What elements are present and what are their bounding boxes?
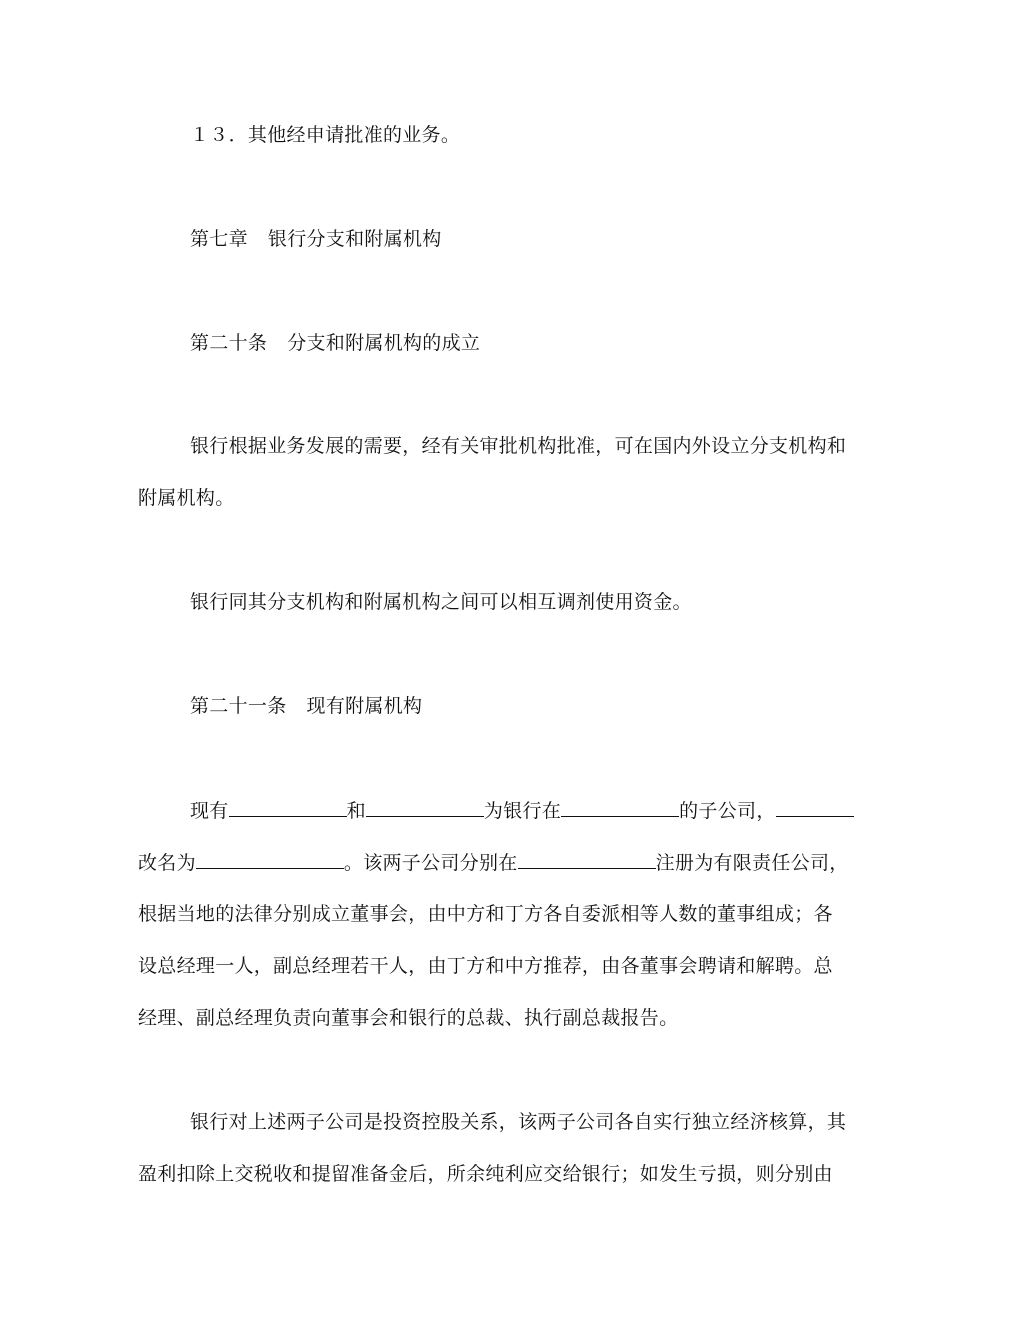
article-20-title: 分支和附属机构的成立 — [287, 332, 481, 354]
article-21-number: 第二十一条 — [190, 695, 287, 717]
article-21-title: 现有附属机构 — [306, 695, 423, 717]
article-20-heading — [190, 331, 950, 355]
blank-field-1 — [229, 798, 347, 817]
paragraph-3-line-3: 根据当地的法律分别成立董事会，由中方和丁方各自委派相等人数的董事组成；各 — [138, 903, 833, 925]
text-registered-in: 。该两子公司分别在 — [343, 852, 518, 874]
blank-field-4 — [776, 798, 854, 817]
text-subsidiary: 的子公司， — [679, 800, 776, 822]
paragraph-3-line-4: 设总经理一人，副总经理若干人，由丁方和中方推荐，由各董事会聘请和解聘。总 — [138, 955, 833, 977]
blank-field-2 — [366, 798, 484, 817]
paragraph-4-line-2: 盈利扣除上交税收和提留准备金后，所余纯利应交给银行；如发生亏损，则分别由 — [138, 1163, 833, 1185]
text-existing: 现有 — [190, 800, 229, 822]
article-21-heading — [190, 694, 950, 718]
chapter-heading — [190, 227, 950, 251]
paragraph-2: 银行同其分支机构和附属机构之间可以相互调剂使用资金。 — [190, 591, 692, 613]
paragraph-3-line-2 — [138, 850, 898, 875]
text-and: 和 — [346, 800, 366, 822]
text-renamed: 改名为 — [138, 852, 196, 874]
paragraph-3-line-1 — [190, 798, 950, 823]
text-llc: 注册为有限责任公司， — [655, 852, 849, 874]
chapter-title: 银行分支和附属机构 — [267, 228, 442, 250]
paragraph-1-line-1: 银行根据业务发展的需要，经有关审批机构批准，可在国内外设立分支机构和 — [190, 435, 847, 457]
item-13: １３．其他经申请批准的业务。 — [190, 124, 461, 146]
paragraph-1-line-2: 附属机构。 — [138, 487, 235, 509]
chapter-number: 第七章 — [190, 228, 248, 250]
paragraph-3-line-5: 经理、副总经理负责向董事会和银行的总裁、执行副总裁报告。 — [138, 1007, 679, 1029]
blank-field-6 — [518, 850, 656, 869]
article-20-number: 第二十条 — [190, 332, 268, 354]
paragraph-4-line-1: 银行对上述两子公司是投资控股关系，该两子公司各自实行独立经济核算，其 — [190, 1111, 847, 1133]
blank-field-5 — [196, 850, 344, 869]
blank-field-3 — [561, 798, 679, 817]
text-bank-in: 为银行在 — [483, 800, 562, 822]
